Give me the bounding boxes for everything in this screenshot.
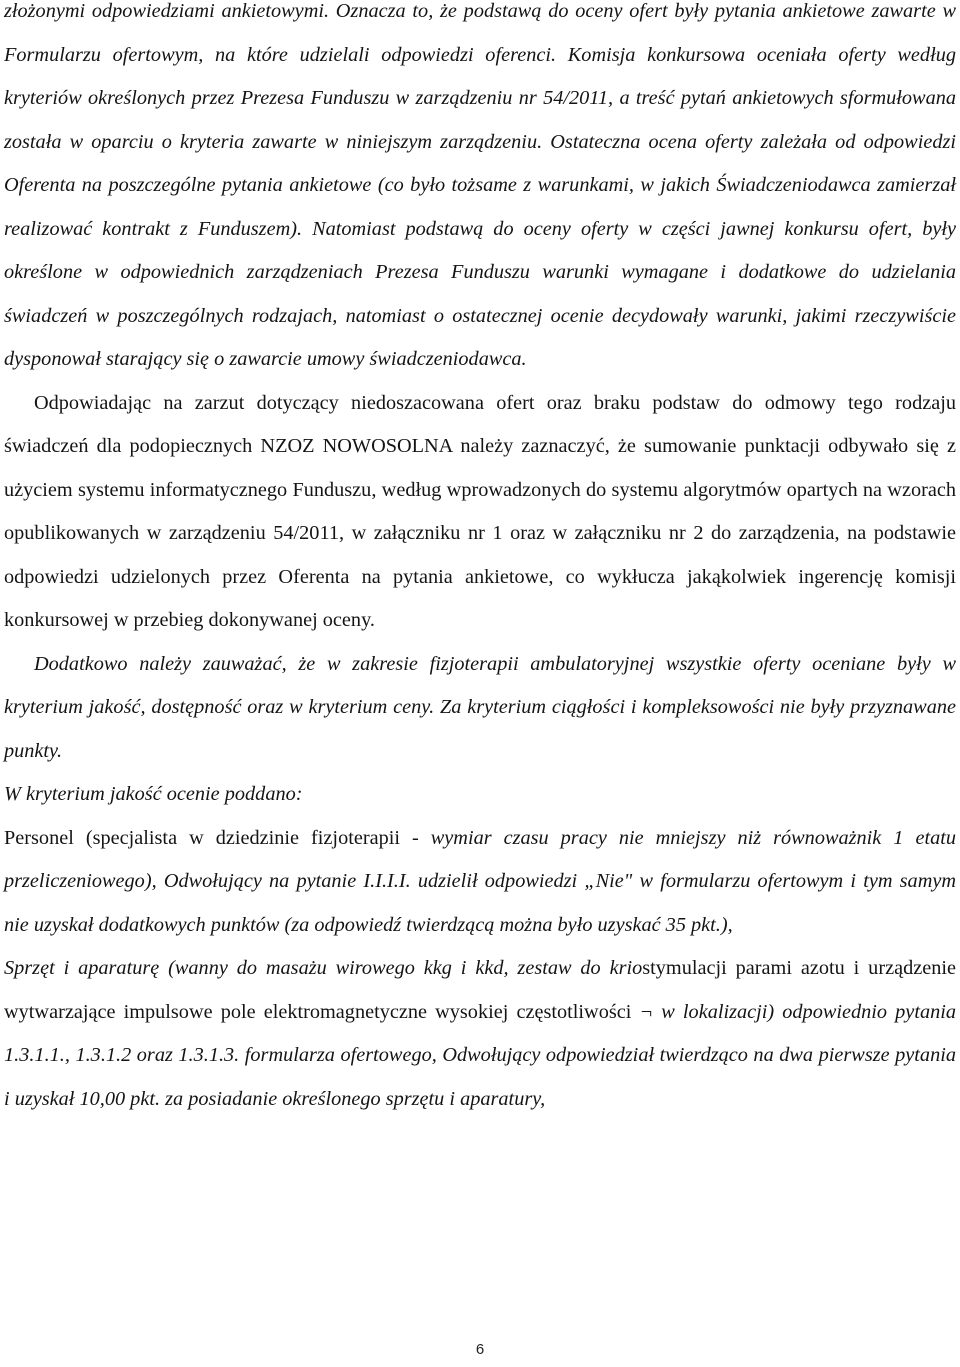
document-body bbox=[4, 0, 956, 1121]
personnel-lead: Personel (specjalista w dziedzinie fizjoterapii - bbox=[4, 826, 431, 849]
paragraph-evaluation-basis: złożonymi odpowiedziami ankietowymi. Oznacza to, że podstawą do oceny ofert były pytania ankietowe zawarte w Formularzu ofertowym, na które udzielali odpowiedzi oferenci. Komisja konkursowa oceniała oferty według kryteriów określonych przez Prezesa Funduszu w zarządzeniu nr 54/2011, a treść pytań ankietowych sformułowana została w oparciu o kryteria zawarte w niniejszym zarządzeniu. Ostateczna ocena oferty zależała od odpowiedzi Oferenta na poszczególne pytania ankietowe (co było tożsame z warunkami, w jakich Świadczeniodawca zamierzał realizować kontrakt z Funduszem). Natomiast podstawą do oceny oferty w części jawnej konkursu ofert, były określone w odpowiednich zarządzeniach Prezesa Funduszu warunki wymagane i dodatkowe do udzielania świadczeń w poszczególnych rodzajach, natomiast o ostatecznej ocenie decydowały warunki, jakimi rzeczywiście dysponował starający się o zawarcie umowy świadczeniodawca. bbox=[4, 0, 956, 370]
page-number: 6 bbox=[475, 1341, 485, 1358]
paragraph-personnel bbox=[4, 817, 956, 948]
paragraph-quality-criterion: W kryterium jakość ocenie poddano: bbox=[4, 783, 303, 805]
paragraph-equipment bbox=[4, 947, 956, 1121]
paragraph-points-summing-tail: konkursowej w przebieg dokonywanej oceny. bbox=[4, 609, 375, 631]
paragraph-points-summing-text: Odpowiadając na zarzut dotyczący niedoszacowana ofert oraz braku podstaw do odmowy tego rodzaju świadczeń dla podopiecznych NZOZ NOWOSOLNA należy zaznaczyć, że sumowanie punktacji odbywało się z użyciem systemu informatycznego Funduszu, według wprowadzonych do systemu algorytmów opartych na wzorach opublikowanych w zarządzeniu 54/2011, w załączniku nr 1 oraz w załączniku nr 2 do zarządzenia, na podstawie odpowiedzi udzielonych przez Oferenta na pytania ankietowe, co wykłucza jakąkolwiek ingerencję komisji bbox=[4, 391, 956, 588]
equipment-lead: Sprzęt i aparaturę (wanny do masażu wirowego kkg i kkd, zestaw do krio bbox=[4, 957, 643, 979]
equipment-details: ¬ w lokalizacji) odpowiednio pytania 1.3.1.1., 1.3.1.2 oraz 1.3.1.3. formularza ofertowego, Odwołujący odpowiedział twierdząco na dwa pierwsze pytania i uzyskał 10,00 pkt. za posiadanie określonego sprzętu i aparatury, bbox=[4, 1000, 957, 1110]
paragraph-points-summing bbox=[4, 382, 956, 643]
personnel-details: wymiar czasu pracy nie mniejszy niż równoważnik 1 etatu przeliczeniowego), Odwołujący na pytanie I.I.I.I. udzielił odpowiedzi „Nie" w formularzu ofertowym i tym samym nie uzyskał dodatkowych punktów (za odpowiedź twierdzącą można było uzyskać 35 pkt.), bbox=[4, 826, 956, 936]
equipment-middle: stymulacji parami azotu i urządzenie wytwarzające impulsowe pole elektromagnetyczne wysokiej częstotliwości bbox=[4, 957, 956, 1023]
paragraph-additional-note: Dodatkowo należy zauważać, że w zakresie fizjoterapii ambulatoryjnej wszystkie oferty oceniane były w kryterium jakość, dostępność oraz w kryterium ceny. Za kryterium ciągłości i kompleksowości nie były przyznawane punkty. bbox=[4, 652, 956, 762]
